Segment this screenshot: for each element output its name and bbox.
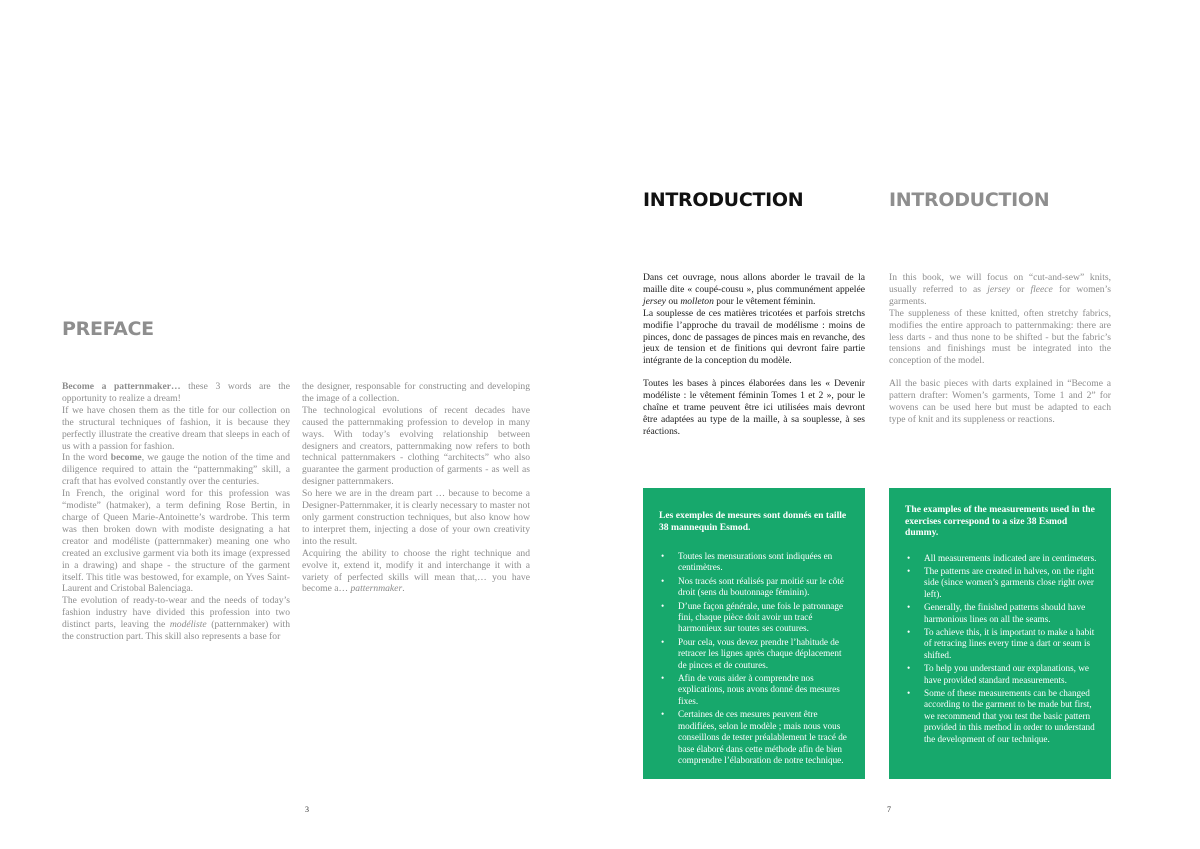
note-item-text: Toutes les mensurations sont indiquées en centimètres. xyxy=(678,551,833,573)
bullet-icon: • xyxy=(661,709,665,720)
note-list-item xyxy=(905,602,1097,625)
note-list-item xyxy=(659,637,851,671)
intro-paragraph: Toutes les bases à pinces élaborées dans les « Devenir modéliste : le vêtement féminin Tomes 1 et 2 », pour le chaîne et trame peuvent être ici utilisées mais devront être adaptées au type de la maille, à sa souplesse, à ses réactions. xyxy=(643,378,865,437)
text-run: The evolution of ready-to-wear and the needs of today’s fashion industry have divided this profession into two distinct parts, leaving the xyxy=(62,595,290,631)
note-list-item xyxy=(659,709,851,766)
text-run: (patternmaker) with the construction part. This skill also represents a base for xyxy=(62,619,290,643)
preface-paragraph: the designer, responsable for constructing and developing the image of a collection. xyxy=(302,381,530,404)
note-list-item xyxy=(659,673,851,707)
page-number-left: 3 xyxy=(305,805,309,814)
preface-title: PREFACE xyxy=(62,318,154,340)
italic-term: molleton xyxy=(680,295,714,307)
preface-paragraph: If we have chosen them as the title for our collection on the structural techniques of fashion, it is because they perfectly illustrate the creative dream that sleeps in each of us with a passion for fashion. xyxy=(62,404,290,452)
note-item-text: All measurements indicated are in centimeters. xyxy=(924,552,1097,563)
preface-paragraph xyxy=(302,548,530,596)
preface-paragraph: In French, the original word for this profession was “modiste” (hatmaker), a term defining Rose Bertin, in charge of Queen Marie-Antoinette’s wardrobe. This term was then broken down with modiste designating a hat creator and modéliste (patternmaker) meaning one who created an exclusive garment via both its image (expressed in a drawing) and shape - the structure of the garment itself. This title was bestowed, for example, on Yves Saint-Laurent and Cristobal Balenciaga. xyxy=(62,488,290,595)
text-run: or xyxy=(1010,283,1031,295)
bullet-icon: • xyxy=(661,636,665,647)
intro-paragraph: La souplesse de ces matières tricotées et parfois stretchs modifie l’approche du travail de modélisme : moins de pinces, donc de passages de pinces mais en revanche, des jeux de tension et de finitions qui devront faire partie intégrante de la conception du modèle. xyxy=(643,307,865,367)
text-run: . xyxy=(402,583,405,595)
bullet-icon: • xyxy=(907,626,911,637)
italic-term: jersey xyxy=(643,295,666,307)
preface-paragraph xyxy=(62,381,290,405)
bullet-icon: • xyxy=(907,663,911,674)
bullet-icon: • xyxy=(907,565,911,576)
bullet-icon: • xyxy=(907,602,911,613)
text-run: Dans cet ouvrage, nous allons aborder le travail de la maille dite « coupé-cousu », plus communément appelée xyxy=(643,272,865,295)
preface-paragraph: So here we are in the dream part … because to become a Designer-Patternmaker, it is clearly necessary to master not only garment construction techniques, but also know how to interpret them, injecting a dose of your own creativity into the result. xyxy=(302,488,530,547)
note-list-item xyxy=(905,627,1097,661)
note-item-text: The patterns are created in halves, on the right side (since women’s garments close right over left). xyxy=(924,565,1095,599)
note-item-text: D’une façon générale, une fois le patronnage fini, chaque pièce doit avoir un tracé harmonieux sur toutes ses coutures. xyxy=(678,600,844,634)
text-run: In the word xyxy=(62,452,111,464)
bullet-icon: • xyxy=(661,551,665,561)
bullet-icon: • xyxy=(661,600,665,611)
measurements-note-box-fr xyxy=(643,488,865,779)
preface-lead-bold: Become a patternmaker… xyxy=(62,381,181,392)
note-item-text: Nos tracés sont réalisés par moitié sur le côté droit (sens du boutonnage féminin). xyxy=(678,575,844,598)
introduction-title-fr: INTRODUCTION xyxy=(643,189,804,211)
italic-term: jersey xyxy=(987,283,1011,295)
text-run: , we gauge the notion of the time and diligence required to attain the “patternmaking” skill, a craft that has evolved constantly over the centuries. xyxy=(62,452,290,488)
intro-paragraph: All the basic pieces with darts explained in “Become a pattern drafter: Women’s garments, Tome 1 and 2” for wovens can be used here but must be adapted to each type of knit and its suppleness or reactions. xyxy=(889,378,1111,425)
note-list xyxy=(905,553,1097,746)
text-run: Acquiring the ability to choose the right technique and evolve it, extend it, modify it and interchange it with a variety of perfected skills will mean that,… you have become a… xyxy=(302,547,530,595)
bullet-icon: • xyxy=(661,575,665,586)
note-box-title: Les exemples de mesures sont donnés en taille 38 mannequin Esmod. xyxy=(659,510,847,533)
preface-paragraph xyxy=(62,452,290,488)
preface-column-2 xyxy=(302,381,530,595)
note-list-item xyxy=(905,566,1097,600)
preface-column-1 xyxy=(62,381,290,643)
text-run: pour le vêtement féminin. xyxy=(713,295,816,307)
italic-term: fleece xyxy=(1030,283,1053,295)
note-list-item xyxy=(659,551,851,574)
preface-lead-rest: these 3 words are the opportunity to realize a dream! xyxy=(62,381,290,404)
note-list xyxy=(659,551,851,766)
note-item-text: To help you understand our explanations, we have provided standard measurements. xyxy=(924,663,1089,685)
intro-paragraph xyxy=(643,272,865,308)
preface-paragraph xyxy=(62,595,290,643)
italic-term: modéliste xyxy=(169,619,207,631)
page-number-right: 7 xyxy=(887,805,891,814)
bullet-icon: • xyxy=(907,687,911,698)
note-item-text: Afin de vous aider à comprendre nos explications, nous avons donné des mesures fixes. xyxy=(678,673,840,706)
intro-paragraph xyxy=(889,272,1111,308)
introduction-body-en xyxy=(889,272,1111,426)
note-list-item xyxy=(659,601,851,635)
text-run: for women’s garments. xyxy=(889,283,1111,307)
bullet-icon: • xyxy=(907,552,911,563)
note-list-item xyxy=(905,663,1097,686)
italic-term: patternmaker xyxy=(350,583,403,595)
note-list-item xyxy=(905,553,1097,564)
note-item-text: Generally, the finished patterns should have harmonious lines on all the seams. xyxy=(924,602,1086,624)
note-item-text: Pour cela, vous devez prendre l’habitude de retracer les lignes après chaque déplacement de pinces et de coutures. xyxy=(678,636,842,670)
emphasis-become: become xyxy=(110,452,142,464)
text-run: ou xyxy=(665,295,681,307)
measurements-note-box-en xyxy=(889,488,1111,779)
note-list-item xyxy=(659,576,851,599)
note-list-item xyxy=(905,688,1097,745)
intro-paragraph: The suppleness of these knitted, often stretchy fabrics, modifies the entire approach to patternmaking: there are less darts - and thus none to be shifted - but the fabric’s tensions and finishings must be integrated into the conception of the model. xyxy=(889,307,1111,367)
introduction-body-fr xyxy=(643,272,865,438)
note-item-text: Certaines de ces mesures peuvent être modifiées, selon le modèle ; mais nous vous conseillons de tester préalablement le tracé de base élaboré dans cette méthode afin de bien comprendre l’élaboration de notre technique. xyxy=(678,709,847,765)
note-item-text: To achieve this, it is important to make a habit of retracing lines every time a dart or seam is shifted. xyxy=(924,626,1095,660)
introduction-title-en: INTRODUCTION xyxy=(889,189,1050,211)
bullet-icon: • xyxy=(661,673,665,684)
text-run: In this book, we will focus on “cut-and-sew” knits, usually referred to as xyxy=(889,272,1111,295)
preface-paragraph: The technological evolutions of recent decades have caused the patternmaking profession to develop in many ways. With today’s evolving relationship between designers and creators, patternmaking now refers to both technical patternmakers - clothing “architects” who also guarantee the garment production of garments - as well as designer patternmakers. xyxy=(302,404,530,488)
note-box-title: The examples of the measurements used in the exercises correspond to a size 38 Esmod dummy. xyxy=(905,504,1095,538)
note-item-text: Some of these measurements can be changed according to the garment to be made but first, we recommend that you test the basic pattern provided in this method in order to understand the development of our technique. xyxy=(924,687,1095,744)
